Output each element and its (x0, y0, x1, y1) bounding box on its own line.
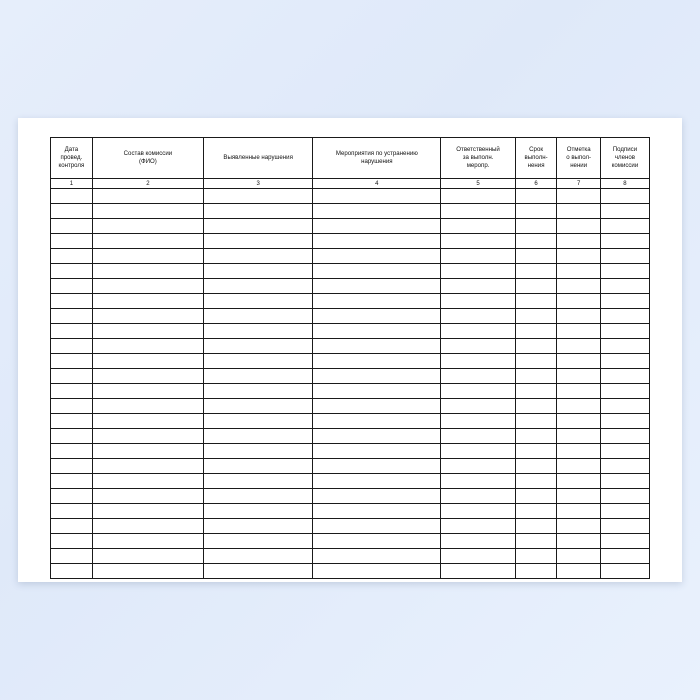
table-cell[interactable] (557, 489, 600, 504)
table-cell[interactable] (92, 564, 203, 579)
table-cell[interactable] (51, 324, 93, 339)
table-cell[interactable] (51, 564, 93, 579)
table-cell[interactable] (600, 339, 649, 354)
table-cell[interactable] (557, 474, 600, 489)
table-cell[interactable] (313, 264, 441, 279)
table-cell[interactable] (92, 279, 203, 294)
table-cell[interactable] (515, 264, 557, 279)
table-cell[interactable] (557, 279, 600, 294)
table-cell[interactable] (92, 444, 203, 459)
table-cell[interactable] (557, 414, 600, 429)
table-cell[interactable] (515, 444, 557, 459)
table-cell[interactable] (557, 564, 600, 579)
table-row (51, 519, 650, 534)
table-cell[interactable] (313, 564, 441, 579)
table-cell[interactable] (51, 459, 93, 474)
table-cell[interactable] (441, 549, 515, 564)
table-cell[interactable] (51, 234, 93, 249)
table-cell[interactable] (204, 324, 313, 339)
table-cell[interactable] (557, 384, 600, 399)
table-cell[interactable] (515, 429, 557, 444)
column-number: 3 (204, 179, 313, 189)
table-cell[interactable] (313, 459, 441, 474)
table-cell[interactable] (313, 429, 441, 444)
table-cell[interactable] (313, 294, 441, 309)
table-cell[interactable] (600, 204, 649, 219)
header-line: Состав комиссии (123, 150, 173, 158)
table-cell[interactable] (557, 459, 600, 474)
table-cell[interactable] (92, 489, 203, 504)
table-cell[interactable] (557, 444, 600, 459)
table-cell[interactable] (600, 489, 649, 504)
table-cell[interactable] (51, 309, 93, 324)
table-cell[interactable] (92, 504, 203, 519)
table-row (51, 294, 650, 309)
table-cell[interactable] (313, 324, 441, 339)
table-cell[interactable] (557, 219, 600, 234)
table-cell[interactable] (441, 459, 515, 474)
table-cell[interactable] (557, 294, 600, 309)
table-row (51, 534, 650, 549)
table-row (51, 309, 650, 324)
table-cell[interactable] (51, 414, 93, 429)
header-line: комиссии (611, 161, 639, 169)
table-cell[interactable] (92, 459, 203, 474)
table-cell[interactable] (204, 369, 313, 384)
table-cell[interactable] (557, 264, 600, 279)
table-cell[interactable] (51, 444, 93, 459)
table-row (51, 264, 650, 279)
table-row (51, 504, 650, 519)
table-cell[interactable] (515, 519, 557, 534)
table-cell[interactable] (600, 249, 649, 264)
table-row (51, 459, 650, 474)
table-cell[interactable] (313, 399, 441, 414)
table-cell[interactable] (515, 234, 557, 249)
header-line: контроля (58, 161, 85, 169)
column-number: 1 (51, 179, 93, 189)
header-line: нения (527, 161, 545, 169)
table-cell[interactable] (557, 189, 600, 204)
table-cell[interactable] (204, 279, 313, 294)
table-cell[interactable] (515, 339, 557, 354)
table-cell[interactable] (515, 384, 557, 399)
table-cell[interactable] (441, 234, 515, 249)
table-cell[interactable] (313, 249, 441, 264)
table-cell[interactable] (557, 369, 600, 384)
table-cell[interactable] (557, 519, 600, 534)
table-cell[interactable] (600, 474, 649, 489)
table-row (51, 549, 650, 564)
table-row (51, 399, 650, 414)
table-cell[interactable] (441, 354, 515, 369)
table-cell[interactable] (204, 489, 313, 504)
table-cell[interactable] (204, 354, 313, 369)
table-cell[interactable] (557, 249, 600, 264)
table-cell[interactable] (313, 204, 441, 219)
table-cell[interactable] (557, 504, 600, 519)
column-number: 7 (557, 179, 600, 189)
table-cell[interactable] (600, 234, 649, 249)
table-cell[interactable] (51, 549, 93, 564)
table-head (51, 138, 650, 189)
document-sheet (18, 118, 682, 582)
table-row (51, 564, 650, 579)
table-row (51, 234, 650, 249)
table-cell[interactable] (92, 264, 203, 279)
table-cell[interactable] (441, 204, 515, 219)
table-row (51, 204, 650, 219)
table-cell[interactable] (557, 234, 600, 249)
header-line: (ФИО) (139, 158, 157, 165)
table-cell[interactable] (204, 264, 313, 279)
table-cell[interactable] (441, 429, 515, 444)
column-header-commission (92, 138, 203, 179)
table-cell[interactable] (441, 264, 515, 279)
table-cell[interactable] (313, 534, 441, 549)
table-cell[interactable] (313, 444, 441, 459)
table-cell[interactable] (515, 219, 557, 234)
table-cell[interactable] (600, 294, 649, 309)
journal-table-container (50, 137, 650, 560)
table-cell[interactable] (51, 279, 93, 294)
table-cell[interactable] (515, 354, 557, 369)
table-cell[interactable] (204, 414, 313, 429)
table-body (51, 189, 650, 579)
table-cell[interactable] (313, 309, 441, 324)
table-cell[interactable] (441, 369, 515, 384)
table-cell[interactable] (600, 264, 649, 279)
table-cell[interactable] (313, 189, 441, 204)
table-cell[interactable] (92, 249, 203, 264)
column-header-deadline (515, 138, 557, 179)
table-cell[interactable] (515, 249, 557, 264)
header-line: провед. (60, 154, 83, 162)
table-cell[interactable] (92, 519, 203, 534)
table-cell[interactable] (313, 369, 441, 384)
table-cell[interactable] (313, 339, 441, 354)
table-cell[interactable] (441, 414, 515, 429)
column-header-responsible (441, 138, 515, 179)
table-cell[interactable] (600, 564, 649, 579)
table-cell[interactable] (515, 504, 557, 519)
header-line: Мероприятия по устранению (335, 150, 418, 158)
table-cell[interactable] (92, 339, 203, 354)
table-cell[interactable] (92, 429, 203, 444)
table-cell[interactable] (204, 549, 313, 564)
header-line: членов (614, 154, 635, 162)
table-cell[interactable] (313, 234, 441, 249)
journal-table (50, 137, 650, 579)
table-cell[interactable] (92, 474, 203, 489)
header-line: нарушения (361, 158, 393, 165)
table-cell[interactable] (92, 384, 203, 399)
table-cell[interactable] (313, 519, 441, 534)
table-row (51, 324, 650, 339)
table-cell[interactable] (515, 474, 557, 489)
table-cell[interactable] (51, 399, 93, 414)
table-cell[interactable] (441, 219, 515, 234)
header-line: Срок (529, 146, 544, 154)
table-cell[interactable] (600, 459, 649, 474)
table-cell[interactable] (51, 189, 93, 204)
table-cell[interactable] (441, 504, 515, 519)
table-cell[interactable] (51, 534, 93, 549)
table-cell[interactable] (51, 369, 93, 384)
table-cell[interactable] (441, 489, 515, 504)
table-row (51, 339, 650, 354)
table-cell[interactable] (515, 399, 557, 414)
table-cell[interactable] (204, 399, 313, 414)
column-header-signatures (600, 138, 649, 179)
header-line: выполн- (524, 154, 548, 162)
table-cell[interactable] (600, 219, 649, 234)
column-number: 6 (515, 179, 557, 189)
table-cell[interactable] (204, 339, 313, 354)
column-header-measures (313, 138, 441, 179)
header-line: Подписи (612, 146, 638, 154)
table-cell[interactable] (515, 414, 557, 429)
table-cell[interactable] (441, 309, 515, 324)
table-cell[interactable] (441, 294, 515, 309)
table-cell[interactable] (51, 519, 93, 534)
table-cell[interactable] (92, 354, 203, 369)
header-line: Ответственный (456, 146, 500, 154)
table-cell[interactable] (92, 309, 203, 324)
table-cell[interactable] (51, 219, 93, 234)
header-line: меропр. (466, 161, 490, 169)
table-cell[interactable] (557, 309, 600, 324)
table-cell[interactable] (600, 549, 649, 564)
table-row (51, 444, 650, 459)
table-cell[interactable] (92, 234, 203, 249)
table-cell[interactable] (557, 549, 600, 564)
header-line: за выполн. (462, 154, 494, 162)
table-cell[interactable] (515, 324, 557, 339)
table-cell[interactable] (441, 189, 515, 204)
table-cell[interactable] (51, 249, 93, 264)
table-cell[interactable] (600, 279, 649, 294)
table-cell[interactable] (204, 504, 313, 519)
table-cell[interactable] (313, 489, 441, 504)
table-cell[interactable] (51, 474, 93, 489)
table-cell[interactable] (313, 504, 441, 519)
table-cell[interactable] (515, 549, 557, 564)
column-number: 4 (313, 179, 441, 189)
table-cell[interactable] (557, 339, 600, 354)
table-cell[interactable] (557, 204, 600, 219)
table-cell[interactable] (313, 384, 441, 399)
table-cell[interactable] (515, 189, 557, 204)
table-cell[interactable] (92, 189, 203, 204)
header-line: Дата (64, 146, 79, 154)
table-cell[interactable] (600, 414, 649, 429)
header-line: нении (570, 161, 588, 169)
table-cell[interactable] (600, 534, 649, 549)
header-line: Выявленные нарушения (223, 154, 293, 162)
table-cell[interactable] (92, 369, 203, 384)
header-line: Отметка (566, 146, 591, 154)
table-cell[interactable] (441, 534, 515, 549)
table-cell[interactable] (204, 294, 313, 309)
table-cell[interactable] (51, 384, 93, 399)
column-number: 5 (441, 179, 515, 189)
table-cell[interactable] (313, 219, 441, 234)
table-cell[interactable] (515, 459, 557, 474)
table-cell[interactable] (600, 399, 649, 414)
table-cell[interactable] (51, 489, 93, 504)
table-cell[interactable] (515, 309, 557, 324)
table-cell[interactable] (313, 414, 441, 429)
table-cell[interactable] (441, 249, 515, 264)
table-cell[interactable] (515, 534, 557, 549)
table-cell[interactable] (204, 519, 313, 534)
table-cell[interactable] (204, 204, 313, 219)
table-cell[interactable] (313, 279, 441, 294)
table-cell[interactable] (441, 339, 515, 354)
table-row (51, 279, 650, 294)
table-row (51, 354, 650, 369)
table-cell[interactable] (92, 534, 203, 549)
table-cell[interactable] (441, 384, 515, 399)
table-cell[interactable] (600, 309, 649, 324)
table-cell[interactable] (204, 564, 313, 579)
table-cell[interactable] (600, 369, 649, 384)
table-cell[interactable] (600, 444, 649, 459)
header-line: о выпол- (566, 154, 592, 162)
table-cell[interactable] (51, 504, 93, 519)
table-cell[interactable] (204, 474, 313, 489)
table-cell[interactable] (557, 324, 600, 339)
table-cell[interactable] (51, 264, 93, 279)
table-cell[interactable] (600, 189, 649, 204)
table-row (51, 429, 650, 444)
table-row (51, 384, 650, 399)
column-header-violations (204, 138, 313, 179)
table-cell[interactable] (515, 204, 557, 219)
table-cell[interactable] (600, 384, 649, 399)
table-cell[interactable] (557, 429, 600, 444)
table-cell[interactable] (51, 429, 93, 444)
table-cell[interactable] (204, 444, 313, 459)
table-cell[interactable] (51, 339, 93, 354)
table-cell[interactable] (92, 219, 203, 234)
table-cell[interactable] (51, 294, 93, 309)
table-cell[interactable] (204, 219, 313, 234)
table-row (51, 219, 650, 234)
table-cell[interactable] (204, 384, 313, 399)
table-cell[interactable] (313, 354, 441, 369)
table-cell[interactable] (92, 399, 203, 414)
table-cell[interactable] (600, 324, 649, 339)
table-row (51, 489, 650, 504)
table-cell[interactable] (600, 429, 649, 444)
table-cell[interactable] (204, 249, 313, 264)
table-cell[interactable] (92, 324, 203, 339)
table-cell[interactable] (204, 189, 313, 204)
table-cell[interactable] (204, 459, 313, 474)
column-number: 2 (92, 179, 203, 189)
table-cell[interactable] (441, 474, 515, 489)
table-cell[interactable] (515, 279, 557, 294)
table-cell[interactable] (204, 429, 313, 444)
table-cell[interactable] (313, 549, 441, 564)
column-number-row (51, 179, 650, 189)
column-header-completion-mark (557, 138, 600, 179)
table-row (51, 249, 650, 264)
table-cell[interactable] (204, 534, 313, 549)
column-number: 8 (600, 179, 649, 189)
column-header-date (51, 138, 93, 179)
table-row (51, 369, 650, 384)
table-row (51, 414, 650, 429)
table-cell[interactable] (92, 204, 203, 219)
table-cell[interactable] (92, 294, 203, 309)
table-cell[interactable] (204, 309, 313, 324)
table-cell[interactable] (441, 279, 515, 294)
table-cell[interactable] (600, 504, 649, 519)
table-cell[interactable] (441, 444, 515, 459)
table-cell[interactable] (600, 354, 649, 369)
table-cell[interactable] (515, 294, 557, 309)
table-cell[interactable] (515, 489, 557, 504)
table-cell[interactable] (515, 564, 557, 579)
table-cell[interactable] (92, 414, 203, 429)
table-cell[interactable] (313, 474, 441, 489)
table-cell[interactable] (441, 519, 515, 534)
table-cell[interactable] (441, 564, 515, 579)
table-cell[interactable] (92, 549, 203, 564)
table-cell[interactable] (557, 534, 600, 549)
table-header-row (51, 138, 650, 179)
table-cell[interactable] (51, 354, 93, 369)
table-row (51, 189, 650, 204)
table-cell[interactable] (441, 324, 515, 339)
table-cell[interactable] (600, 519, 649, 534)
table-cell[interactable] (557, 399, 600, 414)
table-cell[interactable] (441, 399, 515, 414)
table-cell[interactable] (51, 204, 93, 219)
table-cell[interactable] (557, 354, 600, 369)
table-cell[interactable] (515, 369, 557, 384)
table-row (51, 474, 650, 489)
table-cell[interactable] (204, 234, 313, 249)
